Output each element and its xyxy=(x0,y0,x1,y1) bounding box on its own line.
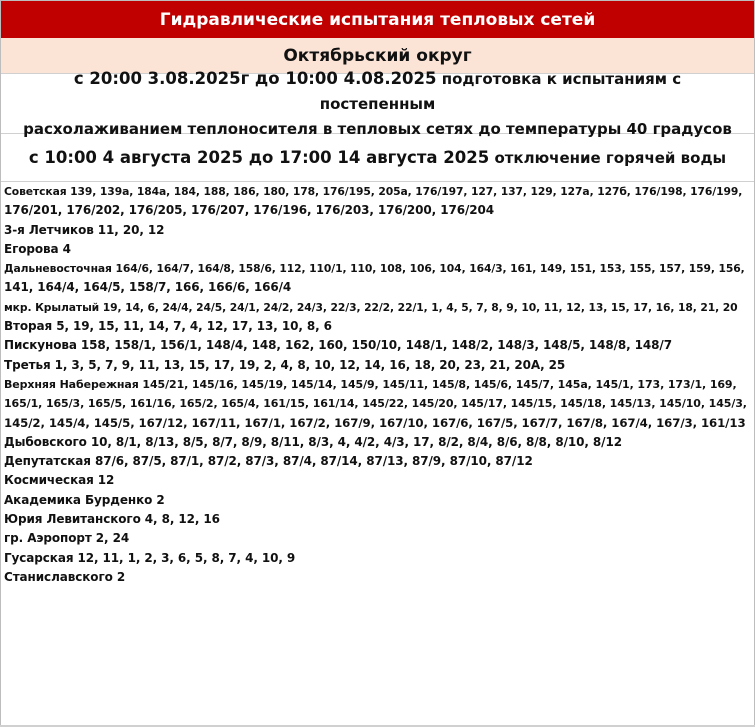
list-item: Академика Бурденко 2 xyxy=(4,492,165,507)
preparation-notice xyxy=(1,68,754,138)
shutdown-text: отключение горячей воды xyxy=(494,149,727,167)
list-item: мкр. Крылатый 19, 14, 6, 24/4, 24/5, 24/1, 24/2, 24/3, 22/3, 22/2, 22/1, 1, 4, 5, 7, 8, 9, 10, 11, 12, 13, 15, 17, 16, 18, 21, 20 xyxy=(4,300,738,314)
list-item: 145/2, 145/4, 145/5, 167/12, 167/11, 167/1, 167/2, 167/9, 167/10, 167/6, 167/5, 167/7, 167/8, 167/4, 167/3, 161/13 xyxy=(4,415,746,430)
shutdown-notice-text xyxy=(29,148,726,167)
list-item: 3-я Летчиков 11, 20, 12 xyxy=(4,222,165,237)
list-item: Вторая 5, 19, 15, 11, 14, 7, 4, 12, 17, 13, 10, 8, 6 xyxy=(4,319,332,334)
list-item: Гусарская 12, 11, 1, 2, 3, 6, 5, 8, 7, 4, 10, 9 xyxy=(4,550,296,565)
list-item: Юрия Левитанского 4, 8, 12, 16 xyxy=(4,512,220,527)
list-item: Космическая 12 xyxy=(4,473,115,488)
page-title-text: Гидравлические испытания тепловых сетей xyxy=(159,9,596,30)
list-item: гр. Аэропорт 2, 24 xyxy=(4,531,130,546)
list-item: Верхняя Набережная 145/21, 145/16, 145/19, 145/14, 145/9, 145/11, 145/8, 145/6, 145/7, 145а, 145/1, 173, 173/1, 169, xyxy=(4,377,737,391)
list-item: Третья 1, 3, 5, 7, 9, 11, 13, 15, 17, 19, 2, 4, 8, 10, 12, 14, 16, 18, 20, 23, 21, 20А, 25 xyxy=(4,357,566,372)
district-name: Октябрьский округ xyxy=(283,45,472,66)
preparation-text-line2: расхолаживанием теплоносителя в тепловых сетях до температуры 40 градусов xyxy=(23,119,732,138)
list-item: Пискунова 158, 158/1, 156/1, 148/4, 148, 162, 160, 150/10, 148/1, 148/2, 148/3, 148/5, 148/8, 148/7 xyxy=(4,338,672,353)
list-item: Станиславского 2 xyxy=(4,569,126,584)
list-item: Егорова 4 xyxy=(4,241,71,256)
list-item: Советская 139, 139а, 184а, 184, 188, 186, 180, 178, 176/195, 205а, 176/197, 127, 137, 129, 127а, 127б, 176/198, 176/199, xyxy=(4,185,743,198)
page-title xyxy=(1,1,754,38)
list-item: Депутатская 87/6, 87/5, 87/1, 87/2, 87/3, 87/4, 87/14, 87/13, 87/9, 87/10, 87/12 xyxy=(4,454,533,469)
list-item: Дальневосточная 164/6, 164/7, 164/8, 158/6, 112, 110/1, 110, 108, 106, 104, 164/3, 161, 149, 151, 153, 155, 157, 159, 156, xyxy=(4,262,745,276)
list-item: 176/201, 176/202, 176/205, 176/207, 176/196, 176/203, 176/200, 176/204 xyxy=(4,203,494,218)
list-item: Дыбовского 10, 8/1, 8/13, 8/5, 8/7, 8/9, 8/11, 8/3, 4, 4/2, 4/3, 17, 8/2, 8/4, 8/6, 8/8, 8/10, 8/12 xyxy=(4,434,622,449)
street-list xyxy=(4,182,749,587)
preparation-period: с 20:00 3.08.2025г до 10:00 4.08.2025 xyxy=(73,68,437,88)
preparation-notice-text xyxy=(18,66,738,142)
list-item: 141, 164/4, 164/5, 158/7, 166, 166/6, 166/4 xyxy=(4,280,292,295)
preparation-text-line1: подготовка к испытаниям с постепенным xyxy=(319,69,682,113)
list-item: 165/1, 165/3, 165/5, 161/16, 165/2, 165/4, 161/15, 161/14, 145/22, 145/20, 145/17, 145/15, 145/18, 145/13, 145/10, 145/3, xyxy=(4,397,747,411)
shutdown-period: с 10:00 4 августа 2025 до 17:00 14 августа 2025 xyxy=(28,148,490,167)
shutdown-notice xyxy=(1,134,754,182)
